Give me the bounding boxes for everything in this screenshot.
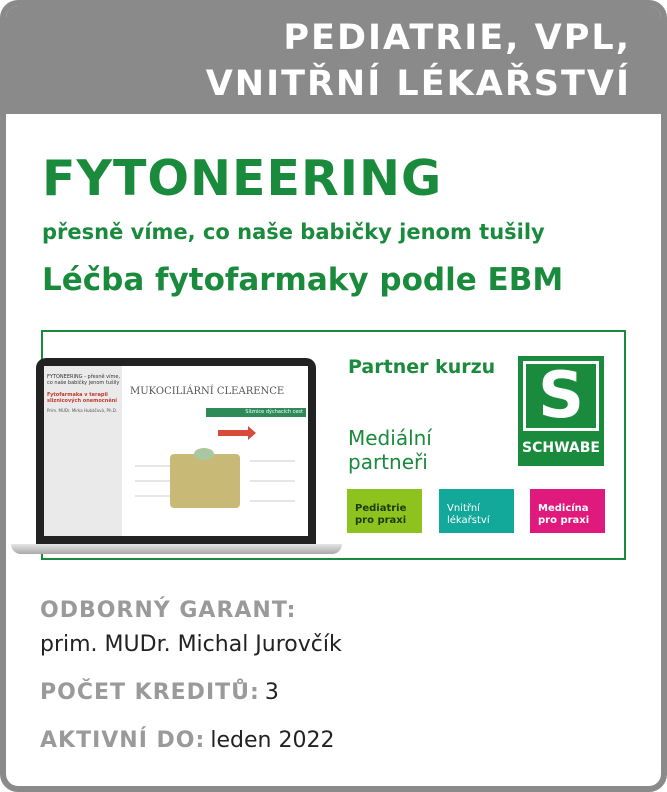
- active-until-row: [40, 728, 334, 753]
- active-until-label: AKTIVNÍ DO:: [40, 728, 206, 753]
- medicina-pro-praxi-logo: [530, 489, 605, 533]
- slide-sidebar: [44, 366, 122, 536]
- logo-line-2: pro praxi: [355, 515, 407, 526]
- schwabe-name: SCHWABE: [522, 440, 600, 456]
- logo-line-2: lékařství: [447, 515, 490, 526]
- slide-main: [122, 366, 308, 536]
- pediatrie-pro-praxi-logo: [347, 489, 422, 533]
- schwabe-emblem: [523, 361, 599, 431]
- schwabe-logo: [518, 356, 604, 466]
- slide-heading: MUKOCILIÁRNÍ CLEARENCE: [130, 386, 285, 397]
- active-until-value: leden 2022: [210, 728, 335, 753]
- specialty-header: [6, 6, 661, 114]
- garant-label: ODBORNÝ GARANT:: [40, 598, 297, 623]
- credits-row: [40, 680, 279, 705]
- slide-preview: [44, 366, 308, 536]
- laptop-base: [11, 544, 342, 554]
- course-title: FYTONEERING: [42, 150, 443, 207]
- logo-line-1: Medicína: [538, 503, 589, 514]
- schwabe-letter: S: [537, 359, 585, 433]
- specialty-line-2: VNITŘNÍ LÉKAŘSTVÍ: [205, 64, 631, 104]
- tissue-illustration: [170, 454, 240, 508]
- logo-line-1: Pediatrie: [355, 503, 407, 514]
- credits-label: POČET KREDITŮ:: [40, 680, 260, 705]
- course-partner-label: Partner kurzu: [348, 356, 496, 378]
- credits-value: 3: [264, 680, 279, 705]
- course-subtitle: Léčba fytofarmaky podle EBM: [42, 262, 564, 298]
- slide-section-bar: Sliznice dýchacích cest: [206, 408, 306, 417]
- slide-side-subtitle: Fytofarmaka v terapii sliznicových onemocnění: [47, 392, 117, 404]
- slide-side-author: Prim. MUDr. Mirka Hubáčová, Ph.D.: [47, 408, 118, 413]
- mucus-illustration: [194, 448, 214, 460]
- slide-side-title: FYTONEERING - přesně víme, co naše babičky jenom tušily: [47, 374, 121, 386]
- garant-value: prim. MUDr. Michal Jurovčík: [40, 632, 342, 657]
- logo-line-1: Vnitřní: [447, 503, 480, 514]
- specialty-line-1: PEDIATRIE, VPL,: [283, 18, 631, 58]
- vnitrni-lekarstvi-logo: [439, 489, 514, 533]
- course-tagline: přesně víme, co naše babičky jenom tušily: [42, 220, 545, 244]
- logo-line-2: pro praxi: [538, 515, 590, 526]
- media-partners-label: Mediální partneři: [348, 426, 432, 474]
